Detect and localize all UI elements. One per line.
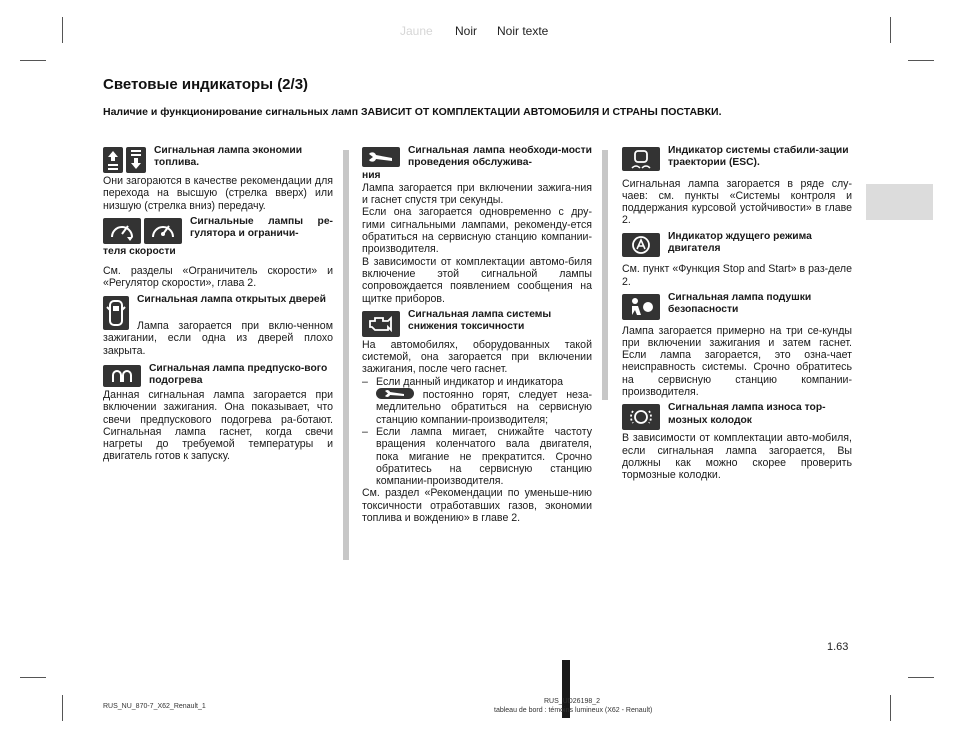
icon-group xyxy=(103,218,182,244)
footer-right xyxy=(494,697,652,715)
icon-group xyxy=(622,147,660,171)
icon-group xyxy=(103,296,129,330)
column-3 xyxy=(622,145,852,486)
service-p2: Если она загорается одновременно с дру-гими сигнальными лампами, рекоменду-ется обратиться на сервисную станцию компании-производителя. xyxy=(362,206,592,256)
crop-mark xyxy=(890,695,891,721)
entry-speed xyxy=(103,216,333,290)
page-number: 1.63 xyxy=(827,641,849,653)
esc-body: Сигнальная лампа загорается в ряде слу-чаев: см. пункты «Системы контроля и поддержания курсовой устойчивости» в главе 2. xyxy=(622,177,852,227)
airbag-title: Сигнальная лампа подушки безопасности xyxy=(668,291,812,316)
stop-start-body: См. пункт «Функция Stop and Start» в раз-деле 2. xyxy=(622,263,852,288)
emission-item-1-start: Если данный индикатор и индикатора xyxy=(376,375,564,388)
speed-body: См. разделы «Ограничитель скорости» и «Регулятор скорости», глава 2. xyxy=(103,265,333,290)
entry-airbag xyxy=(622,292,852,398)
emission-p1: На автомобилях, оборудованных такой системой, она загорается при включении зажигания, после чего гаснет. xyxy=(362,338,592,376)
wrench-icon xyxy=(362,147,400,167)
footer-right-line-2: tableau de bord : témoins lumineux (X62 - Renault) xyxy=(494,707,653,714)
column-separator xyxy=(602,150,608,400)
speed-limiter-icon xyxy=(103,218,141,244)
glow-plug-icon xyxy=(103,365,141,387)
airbag-body: Лампа загорается примерно на три се-кунды при включении зажигания и затем гаснет. Если лампа загорается, это озна-чает неисправность системы. Срочно обратитесь на сервисную станцию компании-производителя. xyxy=(622,324,852,399)
crop-mark xyxy=(908,677,934,678)
airbag-icon xyxy=(622,294,660,320)
crop-mark xyxy=(62,17,63,43)
entry-doors xyxy=(103,294,333,357)
wrench-icon xyxy=(376,388,414,399)
icon-group xyxy=(362,147,400,167)
emission-title: Сигнальная лампа системы снижения токсичности xyxy=(408,308,552,333)
fuel-economy-body: Они загораются в качестве рекомендации для перехода на высшую (стрелка вверх) или низшую (стрелка вниз) передачу. xyxy=(103,175,333,212)
emission-p2: См. раздел «Рекомендации по уменьше-нию токсичности отработавших газов, экономии топлива и вождению» в главе 2. xyxy=(362,487,592,525)
entry-emission xyxy=(362,309,592,524)
footer-right-line-1: RUS_UD26198_2 xyxy=(544,698,601,705)
icon-group xyxy=(362,311,400,337)
entry-brake-pads xyxy=(622,402,852,481)
emission-item-2-text: Если лампа мигает, снижайте частоту вращения коленчатого вала двигателя, пока мигание не прекратится. Срочно обратитесь на сервисную станцию компании-производителя. xyxy=(376,425,592,488)
entry-stop-start xyxy=(622,231,852,288)
icon-group xyxy=(103,147,146,173)
icon-group xyxy=(103,365,141,387)
crop-mark xyxy=(908,60,934,61)
footer-left: RUS_NU_870-7_X62_Renault_1 xyxy=(103,703,206,710)
column-2 xyxy=(362,145,592,528)
crop-mark xyxy=(890,17,891,43)
esc-title: Индикатор системы стабили-зации траектории (ESC). xyxy=(668,145,849,169)
entry-glow-plug xyxy=(103,363,333,463)
gear-shift-down-icon xyxy=(126,147,146,173)
page-title-text: Световые индикаторы xyxy=(103,76,274,93)
speed-title-end: теля скорости xyxy=(103,245,176,257)
auto-stop-icon xyxy=(622,233,660,257)
gear-shift-up-icon xyxy=(103,147,123,173)
glow-plug-body: Данная сигнальная лампа загорается при включении зажигания. Она показывает, что свечи предпускового подогрева ра-ботают. Сигнальная лампа гаснет, когда свечи нагреты до требуемой температуры и двигатель готов к запуску. xyxy=(103,388,333,463)
fuel-economy-title: Сигнальная лампа экономии топлива. xyxy=(154,145,303,169)
column-1 xyxy=(103,145,333,467)
service-p1: Лампа загорается при включении зажига-ния и гаснет спустя три секунды. xyxy=(362,181,592,207)
emission-item-1-text xyxy=(376,376,592,426)
icon-group xyxy=(622,404,660,430)
entry-fuel-economy xyxy=(103,145,333,212)
cruise-control-icon xyxy=(144,218,182,244)
brake-pads-title: Сигнальная лампа износа тор-мозных колодок xyxy=(668,402,826,426)
glow-plug-title: Сигнальная лампа предпуско-вого подогрева xyxy=(149,362,328,387)
emission-item-1-end: постоянно горят, следует неза-медлительно обратиться на сервисную станцию компании-производителя; xyxy=(376,389,592,426)
service-p3: В зависимости от комплектации автомо-биля включение этой сигнальной лампы сопровождается появлением сообщения на щитке приборов. xyxy=(362,255,592,305)
emission-item-2 xyxy=(362,426,592,487)
brake-pads-body: В зависимости от комплектации авто-мобиля, если сигнальная лампа загорается, Вы должны как можно скорее проверить тормозные колодки. xyxy=(622,432,852,482)
crop-mark xyxy=(62,695,63,721)
chapter-tab xyxy=(866,184,933,220)
crop-mark xyxy=(20,60,46,61)
emission-item-1 xyxy=(362,376,592,426)
icon-group xyxy=(622,294,660,320)
entry-service xyxy=(362,145,592,305)
service-title: Сигнальная лампа необходи-мости проведения обслужива- xyxy=(408,145,592,169)
engine-icon xyxy=(362,311,400,337)
separation-noir-texte: Noir texte xyxy=(497,24,549,38)
separation-noir: Noir xyxy=(455,24,478,38)
page-title-part: (2/3) xyxy=(277,76,309,93)
esc-icon xyxy=(622,147,660,171)
entry-esc xyxy=(622,145,852,227)
lead-paragraph: Наличие и функционирование сигнальных ламп ЗАВИСИТ ОТ КОМПЛЕКТАЦИИ АВТОМОБИЛЯ И СТРАНЫ ПОСТАВКИ. xyxy=(103,106,722,118)
crop-mark xyxy=(20,677,46,678)
icon-group xyxy=(622,233,660,257)
doors-body: Лампа загорается при вклю-ченном зажигании, если одна из дверей плохо закрыта. xyxy=(103,320,333,357)
brake-pad-icon xyxy=(622,404,660,430)
page-title xyxy=(103,76,308,93)
dash-marker: – xyxy=(362,375,368,388)
service-title-end: ния xyxy=(362,169,381,181)
speed-title: Сигнальные лампы ре-гулятора и ограничи- xyxy=(190,215,333,240)
column-separator xyxy=(343,150,349,560)
door-open-icon xyxy=(103,296,129,330)
doors-title: Сигнальная лампа открытых дверей xyxy=(137,293,326,305)
dash-marker: – xyxy=(362,425,368,438)
separation-jaune: Jaune xyxy=(400,24,433,38)
stop-start-title: Индикатор ждущего режима двигателя xyxy=(668,230,812,255)
